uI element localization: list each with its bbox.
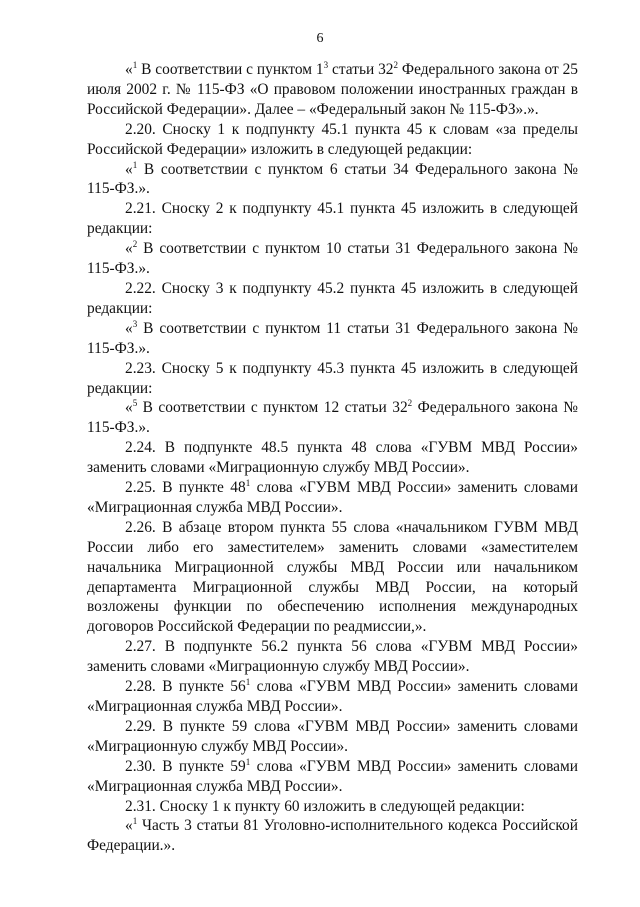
paragraph-item-2-24 (87, 438, 578, 478)
text-segment: статьи 32 (328, 61, 394, 78)
paragraph-item-2-27 (87, 637, 578, 677)
text-segment: слова «ГУВМ МВД России» заменить словами «Миграционная служба МВД России». (87, 757, 578, 795)
text-segment: 2.28. В пункте 56 (125, 678, 246, 696)
paragraph-item-2-31 (87, 797, 578, 817)
text-segment: 2.26. В абзаце втором пункта 55 слова «начальником ГУВМ МВД России либо его заместителем» заменить словами «заместителем начальника Миграционной службы МВД России или начальником департамента Миграционной службы МВД России, на который возложены функции по обеспечению исполнения международных договоров Российской Федерации по реадмиссии,». (87, 518, 578, 636)
paragraph-quote-2-22 (87, 319, 578, 359)
paragraph-item-2-22 (87, 279, 578, 319)
superscript-index: 2 (132, 239, 138, 250)
paragraph-quote-2-21 (87, 239, 578, 279)
text-segment: 2.20. Сноску 1 к подпункту 45.1 пункта 45 к словам «за пределы Российской Федерации» изложить в следующей редакции: (87, 120, 578, 158)
text-segment: 2.24. В подпункте 48.5 пункта 48 слова «ГУВМ МВД России» заменить словами «Миграционную службу МВД России». (87, 439, 578, 477)
text-segment: « (125, 399, 133, 417)
paragraph-item-2-26 (87, 518, 578, 637)
superscript-index: 1 (245, 478, 251, 489)
text-segment: Федерального закона № 115-ФЗ.». (87, 399, 578, 437)
superscript-index: 3 (132, 318, 138, 329)
superscript-index: 1 (132, 816, 138, 827)
text-segment: 2.22. Сноску 3 к подпункту 45.2 пункта 45 изложить в следующей редакции: (87, 279, 578, 317)
text-segment: Федерального закона от 25 июля 2002 г. № 115-ФЗ «О правовом положении иностранных граждан в Российской Федерации». Далее – «Федеральный закон № 115-ФЗ».». (87, 61, 578, 118)
superscript-index: 3 (323, 60, 329, 70)
text-segment: В соответствии с пунктом 10 статьи 31 Федерального закона № 115-ФЗ.». (87, 240, 578, 278)
text-segment: « (125, 61, 133, 78)
text-segment: 2.25. В пункте 48 (125, 479, 246, 497)
text-segment: 2.21. Сноску 2 к подпункту 45.1 пункта 45 изложить в следующей редакции: (87, 200, 578, 238)
paragraph-quote-2-31 (87, 816, 578, 856)
superscript-index: 1 (245, 677, 251, 688)
document-body (87, 60, 578, 856)
text-segment: В соответствии с пунктом 6 статьи 34 Федерального закона № 115-ФЗ.». (87, 160, 578, 198)
paragraph-item-2-25 (87, 478, 578, 518)
text-segment: « (125, 817, 133, 835)
text-segment: « (125, 240, 133, 258)
text-segment: « (125, 160, 133, 178)
text-segment: 2.23. Сноску 5 к подпункту 45.3 пункта 45 изложить в следующей редакции: (87, 359, 578, 397)
superscript-index: 1 (245, 756, 251, 767)
superscript-index: 1 (132, 60, 138, 70)
text-segment: В соответствии с пунктом 1 (137, 61, 324, 78)
text-segment: 2.31. Сноску 1 к пункту 60 изложить в следующей редакции: (125, 797, 525, 815)
paragraph-item-2-30 (87, 757, 578, 797)
paragraph-item-2-23 (87, 359, 578, 399)
paragraph-quote-2-23 (87, 398, 578, 438)
paragraph-fn-115fz-def (87, 60, 578, 120)
superscript-index: 5 (132, 398, 138, 409)
page-number: 6 (316, 31, 324, 46)
paragraph-item-2-20 (87, 120, 578, 160)
text-segment: слова «ГУВМ МВД России» заменить словами «Миграционная служба МВД России». (87, 678, 578, 715)
text-segment: « (125, 319, 133, 337)
text-segment: Часть 3 статьи 81 Уголовно-исполнительного кодекса Российской Федерации.». (87, 817, 578, 855)
superscript-index: 2 (407, 398, 413, 409)
paragraph-item-2-21 (87, 199, 578, 239)
text-segment: 2.30. В пункте 59 (125, 757, 246, 775)
text-segment: 2.27. В подпункте 56.2 пункта 56 слова «ГУВМ МВД России» заменить словами «Миграционную службу МВД России». (87, 638, 578, 676)
paragraph-item-2-29 (87, 717, 578, 757)
paragraph-item-2-28 (87, 677, 578, 717)
text-segment: слова «ГУВМ МВД России» заменить словами «Миграционная служба МВД России». (87, 479, 578, 516)
superscript-index: 1 (132, 159, 138, 170)
superscript-index: 2 (393, 60, 398, 70)
paragraph-quote-2-20 (87, 160, 578, 200)
text-segment: 2.29. В пункте 59 слова «ГУВМ МВД России» заменить словами «Миграционную службу МВД России». (87, 717, 578, 755)
text-segment: В соответствии с пунктом 11 статьи 31 Федерального закона № 115-ФЗ.». (87, 319, 578, 357)
text-segment: В соответствии с пунктом 12 статьи 32 (137, 399, 408, 417)
